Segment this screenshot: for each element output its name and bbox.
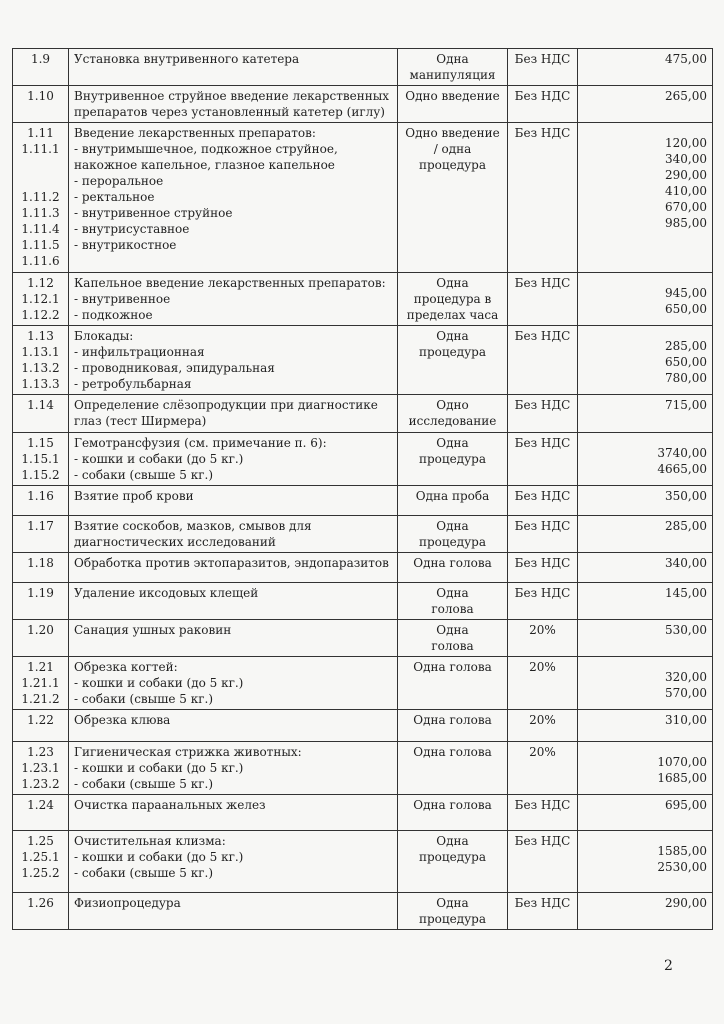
vat-cell [508, 123, 578, 273]
service-name-cell [69, 326, 398, 395]
service-name-line: Определение слёзопродукции при диагностике [74, 398, 378, 412]
service-name-line: препаратов через установленный катетер (иглу) [74, 105, 385, 119]
item-number: 1.16 [27, 489, 54, 503]
table-row [13, 49, 713, 86]
unit-line: процедура [418, 850, 486, 864]
unit-line: исследование [408, 414, 497, 428]
item-number: 1.9 [30, 52, 51, 66]
vat-value: Без НДС [514, 519, 571, 533]
item-number-cell [13, 273, 69, 326]
service-name-cell [69, 657, 398, 710]
service-name-cell [69, 620, 398, 657]
price-value: 410,00 [665, 184, 707, 198]
price-value: 2530,00 [657, 860, 707, 874]
vat-cell [508, 395, 578, 433]
service-name-line: - кошки и собаки (до 5 кг.) [74, 761, 244, 775]
price-value: 320,00 [665, 670, 707, 684]
vat-value: Без НДС [514, 276, 571, 290]
item-number: 1.17 [27, 519, 54, 533]
item-number-cell [13, 583, 69, 620]
service-name-line: Физиопроцедура [74, 896, 181, 910]
unit-line: Одна [436, 276, 469, 290]
service-name-line: Гигиеническая стрижка животных: [74, 745, 302, 759]
service-name-cell [69, 273, 398, 326]
unit-line: Одна [436, 623, 469, 637]
unit-line: процедура в [413, 292, 492, 306]
unit-cell [398, 516, 508, 553]
item-number: 1.13.1 [21, 345, 60, 359]
item-number: 1.25 [27, 834, 54, 848]
price-value: 650,00 [665, 355, 707, 369]
item-number: 1.20 [27, 623, 54, 637]
service-name-line: Санация ушных раковин [74, 623, 232, 637]
price-cell [578, 49, 713, 86]
unit-line: Одна [436, 896, 469, 910]
item-number-cell [13, 433, 69, 486]
unit-line: Одно введение [405, 126, 500, 140]
table-row [13, 273, 713, 326]
unit-line: Одна [436, 834, 469, 848]
unit-line: пределах часа [406, 308, 499, 322]
vat-cell [508, 49, 578, 86]
item-number-cell [13, 486, 69, 516]
service-name-line: - собаки (свыше 5 кг.) [74, 692, 214, 706]
vat-cell [508, 710, 578, 742]
table-row [13, 123, 713, 273]
item-number: 1.25.2 [21, 866, 60, 880]
service-name-line: Очистительная клизма: [74, 834, 226, 848]
item-number-cell [13, 326, 69, 395]
item-number: 1.11.4 [21, 222, 60, 236]
price-value: 570,00 [665, 686, 707, 700]
service-name-cell [69, 831, 398, 893]
vat-cell [508, 326, 578, 395]
unit-cell [398, 657, 508, 710]
unit-cell [398, 395, 508, 433]
unit-cell [398, 742, 508, 795]
service-name-line: Внутривенное струйное введение лекарственных [74, 89, 390, 103]
unit-line: голова [431, 639, 474, 653]
unit-cell [398, 893, 508, 930]
unit-line: Одна [436, 586, 469, 600]
unit-line: Одна голова [413, 556, 492, 570]
item-number: 1.11.3 [21, 206, 60, 220]
item-number: 1.12.2 [21, 308, 60, 322]
price-cell [578, 273, 713, 326]
unit-cell [398, 86, 508, 123]
service-name-cell [69, 433, 398, 486]
price-cell [578, 553, 713, 583]
service-name-line: - внутривенное [74, 292, 171, 306]
service-name-line: - кошки и собаки (до 5 кг.) [74, 850, 244, 864]
item-number-cell [13, 795, 69, 831]
page-number: 2 [664, 958, 673, 974]
unit-line: Одно [436, 398, 469, 412]
item-number-cell [13, 516, 69, 553]
item-number: 1.11 [27, 126, 54, 140]
service-name-cell [69, 742, 398, 795]
vat-cell [508, 831, 578, 893]
item-number: 1.10 [27, 89, 54, 103]
vat-cell [508, 742, 578, 795]
vat-value: Без НДС [514, 398, 571, 412]
price-value: 285,00 [665, 339, 707, 353]
price-value: 350,00 [665, 489, 707, 503]
table-row [13, 583, 713, 620]
item-number: 1.11.2 [21, 190, 60, 204]
vat-value: Без НДС [514, 834, 571, 848]
price-value: 945,00 [665, 286, 707, 300]
price-value: 265,00 [665, 89, 707, 103]
item-number: 1.23 [27, 745, 54, 759]
table-row [13, 326, 713, 395]
item-number: 1.18 [27, 556, 54, 570]
vat-cell [508, 553, 578, 583]
item-number: 1.19 [27, 586, 54, 600]
unit-line: Одна [436, 519, 469, 533]
price-value: 340,00 [665, 152, 707, 166]
price-value: 145,00 [665, 586, 707, 600]
unit-line: Одна проба [415, 489, 490, 503]
item-number: 1.21.1 [21, 676, 60, 690]
service-name-line: - проводниковая, эпидуральная [74, 361, 275, 375]
table-row [13, 710, 713, 742]
price-value: 670,00 [665, 200, 707, 214]
price-cell [578, 620, 713, 657]
service-name-line: накожное капельное, глазное капельное [74, 158, 335, 172]
table-row [13, 553, 713, 583]
vat-value: 20% [529, 623, 556, 637]
item-number-cell [13, 553, 69, 583]
item-number: 1.21.2 [21, 692, 60, 706]
table-row [13, 742, 713, 795]
unit-cell [398, 49, 508, 86]
service-name-cell [69, 710, 398, 742]
vat-value: Без НДС [514, 586, 571, 600]
price-value: 285,00 [665, 519, 707, 533]
price-value: 120,00 [665, 136, 707, 150]
table-row [13, 395, 713, 433]
vat-value: Без НДС [514, 436, 571, 450]
price-cell [578, 433, 713, 486]
unit-line: манипуляция [409, 68, 496, 82]
service-name-line: Взятие соскобов, мазков, смывов для [74, 519, 312, 533]
price-value: 715,00 [665, 398, 707, 412]
price-table-body [13, 49, 713, 930]
item-number: 1.23.1 [21, 761, 60, 775]
vat-cell [508, 86, 578, 123]
vat-value: Без НДС [514, 798, 571, 812]
price-cell [578, 742, 713, 795]
vat-cell [508, 273, 578, 326]
unit-line: Одна голова [413, 798, 492, 812]
price-value: 3740,00 [657, 446, 707, 460]
service-name-line: Капельное введение лекарственных препаратов: [74, 276, 386, 290]
table-row [13, 433, 713, 486]
item-number: 1.23.2 [21, 777, 60, 791]
price-cell [578, 395, 713, 433]
service-name-cell [69, 516, 398, 553]
price-value: 1685,00 [657, 771, 707, 785]
service-name-line: Блокады: [74, 329, 134, 343]
item-number-cell [13, 86, 69, 123]
unit-line: голова [431, 602, 474, 616]
price-value: 985,00 [665, 216, 707, 230]
item-number: 1.11.1 [21, 142, 60, 156]
service-name-line: Обрезка когтей: [74, 660, 178, 674]
service-name-line: - кошки и собаки (до 5 кг.) [74, 676, 244, 690]
service-name-cell [69, 123, 398, 273]
price-value: 290,00 [665, 896, 707, 910]
unit-cell [398, 710, 508, 742]
price-value: 310,00 [665, 713, 707, 727]
price-cell [578, 831, 713, 893]
table-row [13, 831, 713, 893]
item-number: 1.13.2 [21, 361, 60, 375]
vat-cell [508, 516, 578, 553]
service-name-line: - кошки и собаки (до 5 кг.) [74, 452, 244, 466]
price-table [12, 48, 713, 930]
price-value: 650,00 [665, 302, 707, 316]
item-number-cell [13, 49, 69, 86]
item-number-cell [13, 831, 69, 893]
price-cell [578, 657, 713, 710]
item-number-cell [13, 710, 69, 742]
service-name-line: - собаки (свыше 5 кг.) [74, 468, 214, 482]
price-cell [578, 486, 713, 516]
price-cell [578, 795, 713, 831]
vat-value: Без НДС [514, 89, 571, 103]
unit-line: Одна голова [413, 745, 492, 759]
unit-cell [398, 795, 508, 831]
price-cell [578, 516, 713, 553]
service-name-line: - инфильтрационная [74, 345, 205, 359]
unit-cell [398, 553, 508, 583]
item-number: 1.13 [27, 329, 54, 343]
vat-cell [508, 486, 578, 516]
vat-value: 20% [529, 660, 556, 674]
price-cell [578, 710, 713, 742]
unit-line: Одна голова [413, 713, 492, 727]
unit-line: Одна [436, 52, 469, 66]
service-name-line: - внутримышечное, подкожное струйное, [74, 142, 338, 156]
unit-cell [398, 273, 508, 326]
vat-cell [508, 433, 578, 486]
unit-line: Одно введение [405, 89, 500, 103]
item-number-cell [13, 620, 69, 657]
service-name-cell [69, 795, 398, 831]
unit-line: Одна [436, 436, 469, 450]
service-name-line: - внутрисуставное [74, 222, 190, 236]
table-row [13, 620, 713, 657]
vat-cell [508, 893, 578, 930]
service-name-cell [69, 49, 398, 86]
price-cell [578, 326, 713, 395]
item-number: 1.15.2 [21, 468, 60, 482]
price-cell [578, 893, 713, 930]
price-value: 530,00 [665, 623, 707, 637]
service-name-line: Установка внутривенного катетера [74, 52, 300, 66]
unit-cell [398, 326, 508, 395]
item-number: 1.24 [27, 798, 54, 812]
item-number: 1.14 [27, 398, 54, 412]
table-row [13, 657, 713, 710]
price-value: 780,00 [665, 371, 707, 385]
service-name-line: Обработка против эктопаразитов, эндопаразитов [74, 556, 389, 570]
table-row [13, 516, 713, 553]
service-name-line: Введение лекарственных препаратов: [74, 126, 316, 140]
table-row [13, 86, 713, 123]
table-row [13, 486, 713, 516]
service-name-cell [69, 86, 398, 123]
vat-cell [508, 657, 578, 710]
item-number: 1.26 [27, 896, 54, 910]
service-name-line: Удаление иксодовых клещей [74, 586, 259, 600]
service-name-line: Очистка параанальных желез [74, 798, 266, 812]
unit-line: Одна голова [413, 660, 492, 674]
price-value: 290,00 [665, 168, 707, 182]
item-number-cell [13, 123, 69, 273]
service-name-line: Гемотрансфузия (см. примечание п. 6): [74, 436, 327, 450]
service-name-line: - внутривенное струйное [74, 206, 233, 220]
price-value: 1585,00 [657, 844, 707, 858]
unit-line: процедура [418, 158, 486, 172]
service-name-line: глаз (тест Ширмера) [74, 414, 207, 428]
unit-cell [398, 831, 508, 893]
unit-cell [398, 620, 508, 657]
service-name-line: - подкожное [74, 308, 153, 322]
vat-value: Без НДС [514, 126, 571, 140]
unit-line: процедура [418, 345, 486, 359]
unit-line: / одна [433, 142, 472, 156]
table-row [13, 893, 713, 930]
item-number-cell [13, 893, 69, 930]
service-name-line: Обрезка клюва [74, 713, 171, 727]
unit-line: процедура [418, 912, 486, 926]
price-value: 475,00 [665, 52, 707, 66]
service-name-line: - ретробульбарная [74, 377, 192, 391]
item-number: 1.11.5 [21, 238, 60, 252]
vat-value: Без НДС [514, 52, 571, 66]
vat-value: Без НДС [514, 329, 571, 343]
item-number: 1.12 [27, 276, 54, 290]
unit-cell [398, 583, 508, 620]
unit-line: процедура [418, 452, 486, 466]
vat-value: 20% [529, 745, 556, 759]
service-name-cell [69, 553, 398, 583]
price-cell [578, 123, 713, 273]
vat-value: Без НДС [514, 556, 571, 570]
price-value: 695,00 [665, 798, 707, 812]
price-value: 340,00 [665, 556, 707, 570]
item-number: 1.15.1 [21, 452, 60, 466]
item-number: 1.11.6 [21, 254, 60, 268]
item-number-cell [13, 657, 69, 710]
service-name-line: диагностических исследований [74, 535, 276, 549]
vat-cell [508, 795, 578, 831]
service-name-cell [69, 583, 398, 620]
item-number-cell [13, 742, 69, 795]
service-name-line: - внутрикостное [74, 238, 177, 252]
item-number: 1.25.1 [21, 850, 60, 864]
item-number [18, 157, 63, 173]
vat-value: Без НДС [514, 489, 571, 503]
service-name-cell [69, 893, 398, 930]
table-row [13, 795, 713, 831]
item-number: 1.21 [27, 660, 54, 674]
vat-cell [508, 583, 578, 620]
service-name-line: - пероральное [74, 174, 164, 188]
item-number-cell [13, 395, 69, 433]
service-name-line: Взятие проб крови [74, 489, 194, 503]
service-name-cell [69, 395, 398, 433]
price-value: 1070,00 [657, 755, 707, 769]
item-number: 1.22 [27, 713, 54, 727]
service-name-line: - ректальное [74, 190, 155, 204]
service-name-line: - собаки (свыше 5 кг.) [74, 866, 214, 880]
vat-value: 20% [529, 713, 556, 727]
price-cell [578, 86, 713, 123]
vat-value: Без НДС [514, 896, 571, 910]
unit-cell [398, 123, 508, 273]
item-number: 1.15 [27, 436, 54, 450]
vat-cell [508, 620, 578, 657]
unit-line: Одна [436, 329, 469, 343]
price-value: 4665,00 [657, 462, 707, 476]
item-number [18, 173, 63, 189]
price-cell [578, 583, 713, 620]
unit-line: процедура [418, 535, 486, 549]
unit-cell [398, 486, 508, 516]
item-number: 1.12.1 [21, 292, 60, 306]
item-number: 1.13.3 [21, 377, 60, 391]
service-name-cell [69, 486, 398, 516]
unit-cell [398, 433, 508, 486]
service-name-line: - собаки (свыше 5 кг.) [74, 777, 214, 791]
